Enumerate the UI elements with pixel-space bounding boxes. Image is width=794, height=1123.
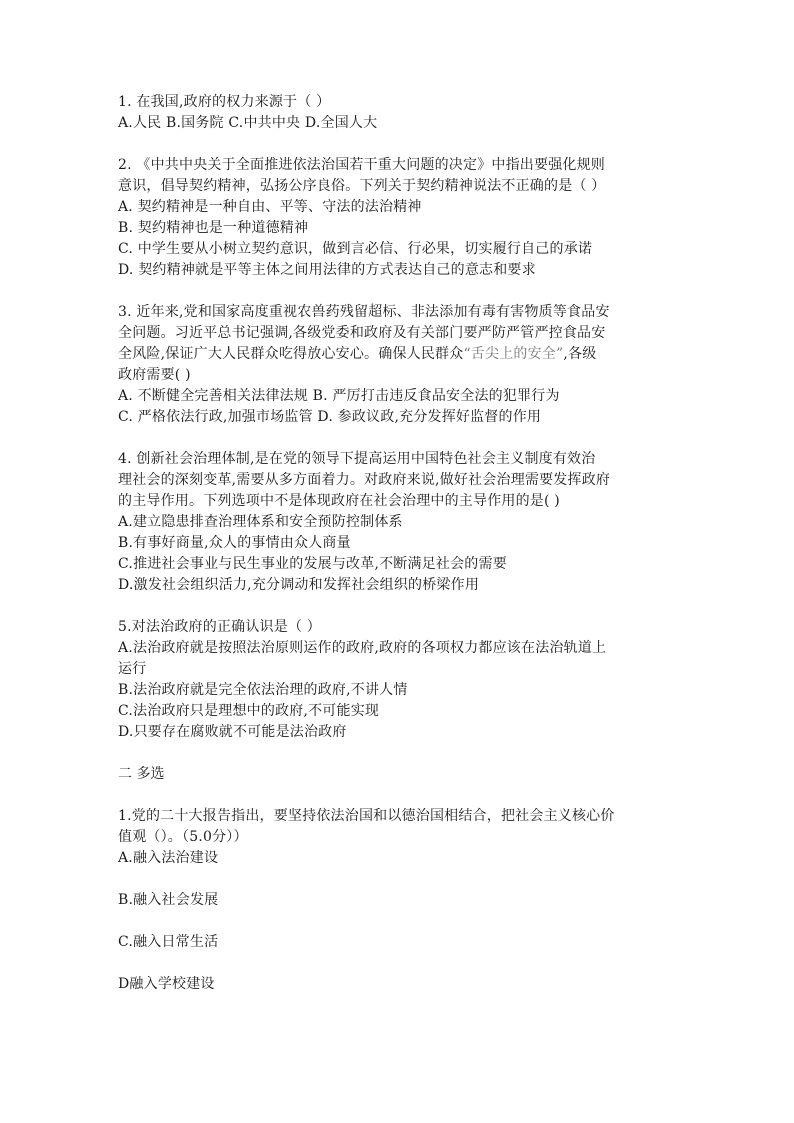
question-stem: 5.对法治政府的正确认识是（ ） bbox=[118, 619, 322, 635]
option-b: B. 契约精神也是一种道德精神 bbox=[118, 220, 309, 236]
question-stem: 的主导作用。下列选项中不是体现政府在社会治理中的主导作用的是( ) bbox=[118, 493, 560, 509]
option-b: B.有事好商量,众人的事情由众人商量 bbox=[118, 535, 351, 551]
option-a: A.法治政府就是按照法治原则运作的政府,政府的各项权力都应该在法治轨道上 bbox=[118, 640, 607, 656]
section-title: 二 多选 bbox=[118, 766, 165, 782]
document-page bbox=[118, 92, 678, 995]
question-stem: 4. 创新社会治理体制,是在党的领导下提高运用中国特色社会主义制度有效治 bbox=[118, 451, 596, 467]
option-a-continued: 运行 bbox=[118, 661, 147, 677]
option-d: D. 契约精神就是平等主体之间用法律的方式表达自己的意志和要求 bbox=[118, 262, 536, 278]
question-stem: 2. 《中共中央关于全面推进依法治国若干重大问题的决定》中指出要强化规则 bbox=[118, 157, 606, 173]
question-stem: 意识，倡导契约精神，弘扬公序良俗。下列关于契约精神说法不正确的是（ ） bbox=[118, 178, 606, 194]
question-5 bbox=[118, 617, 678, 743]
stem-text: ,各级 bbox=[563, 346, 597, 362]
multi-question-1 bbox=[118, 806, 678, 995]
question-4 bbox=[118, 449, 678, 596]
question-stem: 3. 近年来,党和国家高度重视农兽药残留超标、非法添加有毒有害物质等食品安 bbox=[118, 304, 610, 320]
question-3 bbox=[118, 302, 678, 428]
quoted-phrase: “舌尖上的安全” bbox=[463, 346, 564, 362]
question-1 bbox=[118, 92, 678, 134]
option-a: A.建立隐患排查治理体系和安全预防控制体系 bbox=[118, 514, 403, 530]
question-stem: 理社会的深刻变革,需要从多方面着力。对政府来说,做好社会治理需要发挥政府 bbox=[118, 472, 611, 488]
question-stem: 值观（）。（5.0分）） bbox=[118, 829, 248, 845]
question-stem: 全问题。习近平总书记强调,各级党委和政府及有关部门要严防严管严控食品安 bbox=[118, 325, 606, 341]
option-line: C. 严格依法行政,加强市场监管 D. 参政议政,充分发挥好监督的作用 bbox=[118, 409, 542, 425]
option-d: D.只要存在腐败就不可能是法治政府 bbox=[118, 724, 347, 740]
option-c: C.法治政府只是理想中的政府,不可能实现 bbox=[118, 703, 380, 719]
question-stem bbox=[118, 344, 678, 365]
option-c: C.融入日常生活 bbox=[118, 934, 219, 950]
option-c: C. 中学生要从小树立契约意识，做到言必信、行必果，切实履行自己的承诺 bbox=[118, 241, 593, 257]
stem-text: 全风险,保证广大人民群众吃得放心安心。确保人民群众 bbox=[118, 346, 464, 362]
question-stem: 1. 在我国,政府的权力来源于（ ） bbox=[118, 94, 331, 110]
option-a: A.融入法治建设 bbox=[118, 850, 219, 866]
question-stem: 政府需要( ) bbox=[118, 367, 191, 383]
option-line: A. 不断健全完善相关法律法规 B. 严厉打击违反食品安全法的犯罪行为 bbox=[118, 388, 560, 404]
question-2 bbox=[118, 155, 678, 281]
option-c: C.推进社会事业与民生事业的发展与改革,不断满足社会的需要 bbox=[118, 556, 507, 572]
option-a: A. 契约精神是一种自由、平等、守法的法治精神 bbox=[118, 199, 422, 215]
option-b: B.法治政府就是完全依法治理的政府,不讲人情 bbox=[118, 682, 408, 698]
option-d: D融入学校建设 bbox=[118, 976, 215, 992]
option-b: B.融入社会发展 bbox=[118, 892, 219, 908]
option-d: D.激发社会组织活力,充分调动和发挥社会组织的桥梁作用 bbox=[118, 577, 480, 593]
option-line: A.人民 B.国务院 C.中共中央 D.全国人大 bbox=[118, 115, 378, 131]
question-stem: 1.党的二十大报告指出，要坚持依法治国和以德治国相结合，把社会主义核心价 bbox=[118, 808, 615, 824]
